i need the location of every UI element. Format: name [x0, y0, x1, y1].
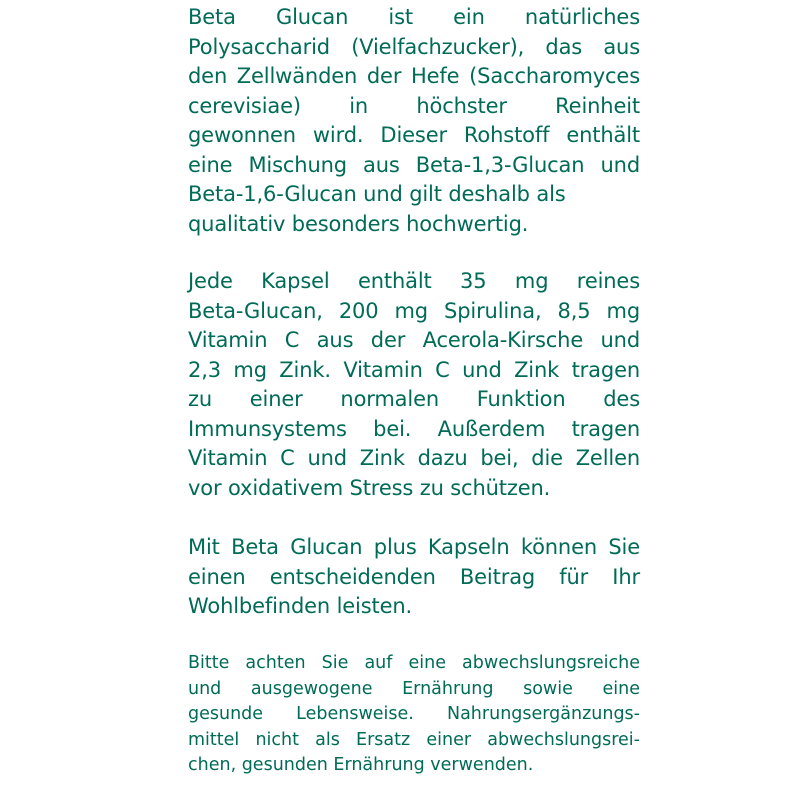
text-line: Immunsystems bei. Außerdem tragen [188, 416, 640, 441]
text-line: Bitte achten Sie auf eine abwechslungsreiche [188, 653, 640, 673]
text-line: den Zellwänden der Hefe (Saccharomyces [188, 64, 640, 88]
text-line: zu einer normalen Funktion des [188, 387, 640, 411]
text-line: gesunde Lebensweise. Nahrungsergänzungs- [188, 704, 640, 724]
text-line: eine Mischung aus Beta-1,3-Glucan und [188, 152, 640, 177]
paragraph-disclaimer [188, 651, 640, 779]
paragraph-wellbeing [188, 533, 640, 622]
text-line: cerevisiae) in höchster Reinheit [188, 93, 640, 118]
text-line: Vitamin C und Zink dazu bei, die Zellen [188, 446, 640, 470]
text-line: mittel nicht als Ersatz einer abwechslungsrei- [188, 729, 640, 750]
paragraph-beta-glucan-intro [188, 3, 640, 239]
text-line: Vitamin C aus der Acerola-Kirsche und [188, 328, 640, 352]
text-line: Beta-Glucan, 200 mg Spirulina, 8,5 mg [188, 298, 640, 323]
text-line: Mit Beta Glucan plus Kapseln können Sie [188, 535, 640, 559]
text-line: Jede Kapsel enthält 35 mg reines [188, 269, 640, 293]
text-line: vor oxidativem Stress zu schützen. [188, 475, 551, 500]
text-line: qualitativ besonders hochwertig. [188, 211, 529, 236]
paragraph-capsule-contents [188, 267, 640, 503]
text-line: gewonnen wird. Dieser Rohstoff enthält [188, 123, 640, 147]
text-line: Beta-1,6-Glucan und gilt deshalb als [188, 182, 566, 206]
text-line: Beta Glucan ist ein natürliches [188, 5, 640, 29]
text-line: einen entscheidenden Beitrag für Ihr [188, 564, 640, 589]
text-line: 2,3 mg Zink. Vitamin C und Zink tragen [188, 357, 640, 382]
text-line: chen, gesunden Ernährung verwenden. [188, 755, 534, 775]
text-line: Polysaccharid (Vielfachzucker), das aus [188, 34, 640, 59]
text-line: Wohlbefinden leisten. [188, 594, 413, 618]
text-line: und ausgewogene Ernährung sowie eine [188, 678, 640, 699]
